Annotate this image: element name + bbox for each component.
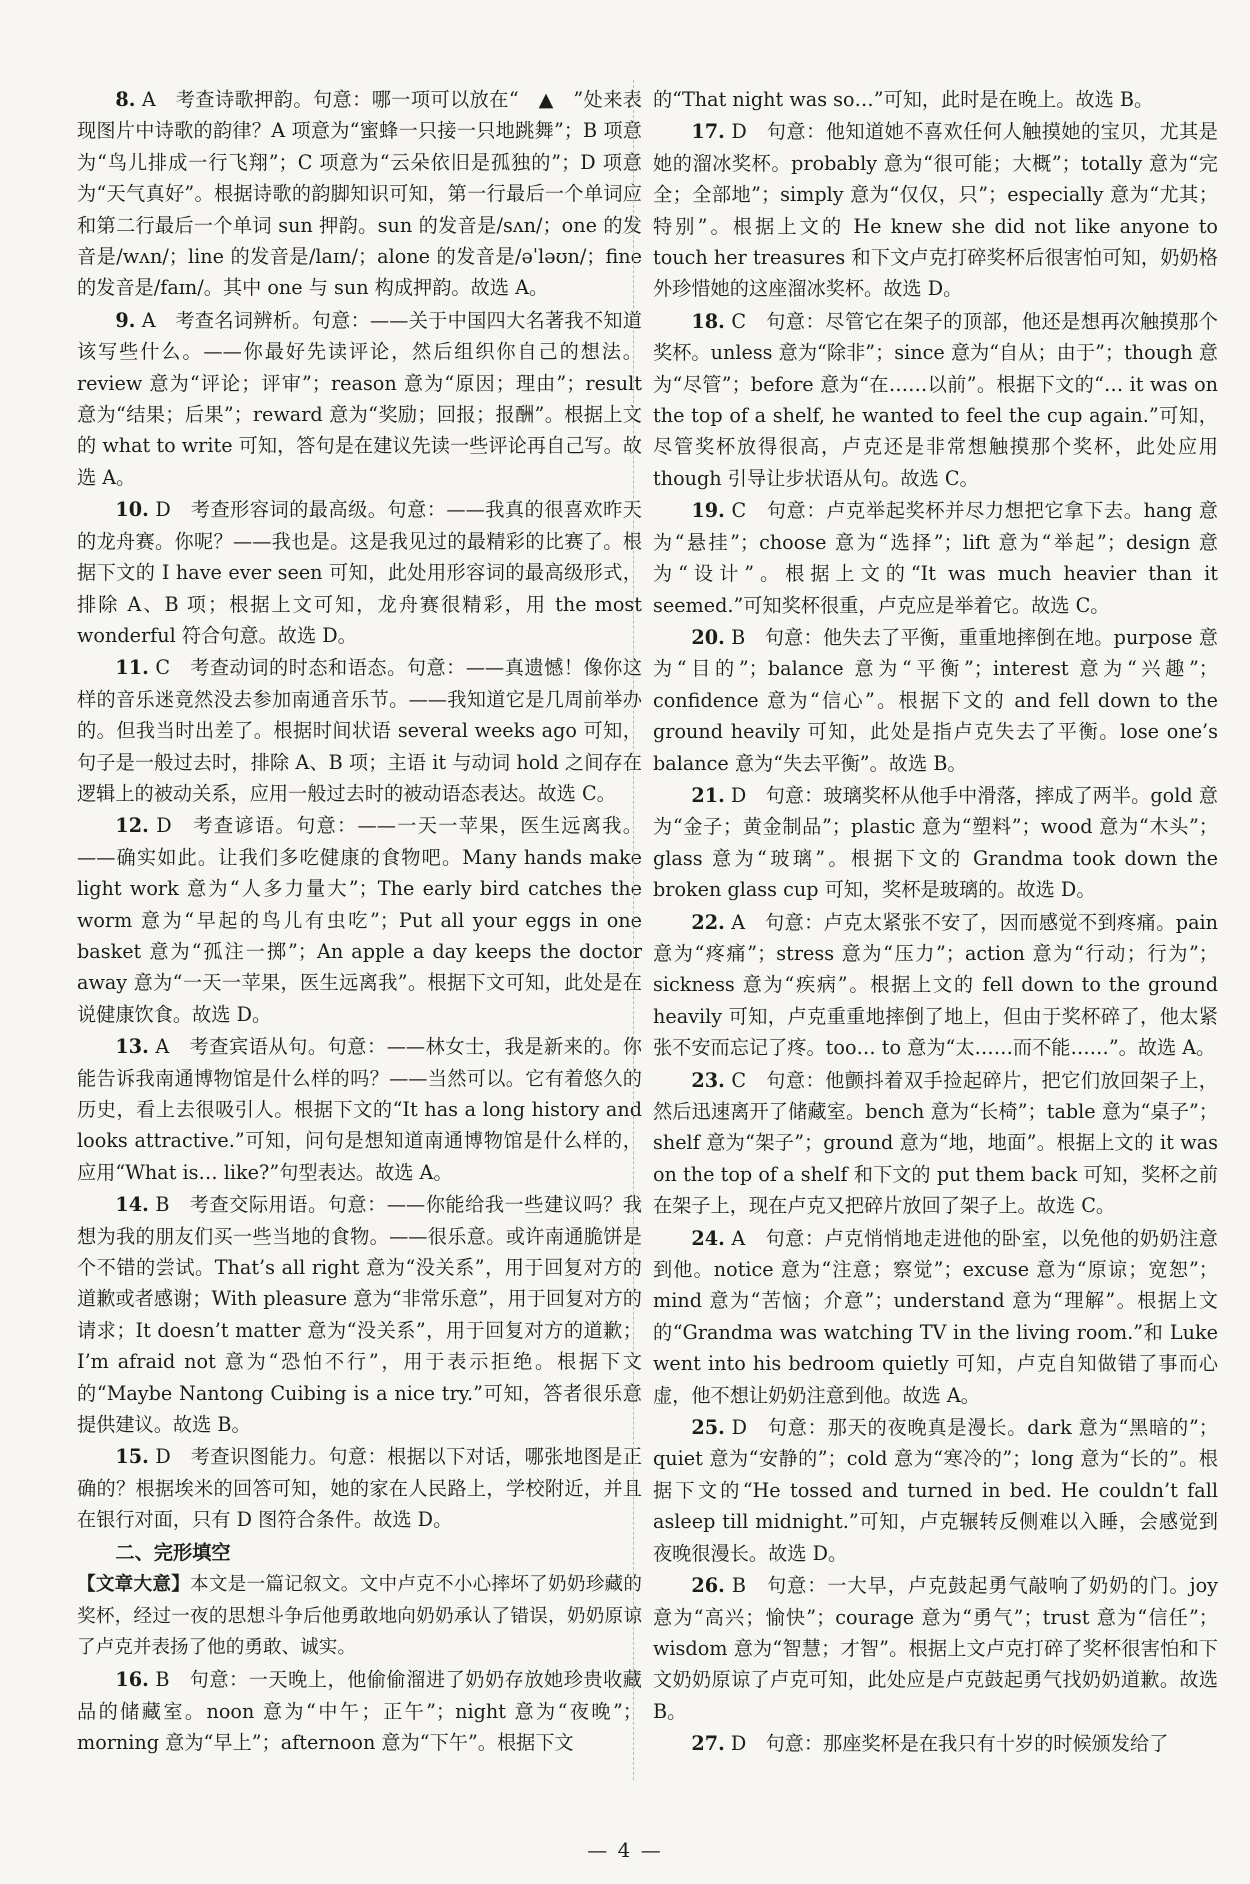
right-column [653,84,1218,1761]
answer-item: 16. B 句意：一天晚上，他偷偷溜进了奶奶存放她珍贵收藏品的储藏室。noon 意为“中午；正午”；night 意为“夜晚”；morning 意为“早上”；afternoon 意为“下午”。根据下文 [77,1668,642,1755]
answer-item: 12. D 考查谚语。句意：——一天一苹果，医生远离我。——确实如此。让我们多吃健康的食物吧。Many hands make light work 意为“人多力量大”；The early bird catches the worm 意为“早起的鸟儿有虫吃”；Put all your eggs in one basket 意为“孤注一掷”；An apple a day keeps the doctor away 意为“一天一苹果，医生远离我”。根据下文可知，此处是在说健康饮食。故选 D。 [77,814,642,1026]
answer-item: 25. D 句意：那天的夜晚真是漫长。dark 意为“黑暗的”；quiet 意为“安静的”；cold 意为“寒冷的”；long 意为“长的”。根据下文的“He tossed and turned in bed. He couldn’t fall asleep till midnight.”可知，卢克辗转反侧难以入睡，会感觉到夜晚很漫长。故选 D。 [653,1416,1218,1565]
answer-item: 10. D 考查形容词的最高级。句意：——我真的很喜欢昨天的龙舟赛。你呢？——我也是。这是我见过的最精彩的比赛了。根据下文的 I have ever seen 可知，此处用形容词的最高级形式，排除 A、B 项；根据上文可知，龙舟赛很精彩，用 the most wonderful 符合句意。故选 D。 [77,498,642,647]
answer-item: 9. A 考查名词辨析。句意：——关于中国四大名著我不知道该写些什么。——你最好先读评论，然后组织你自己的想法。review 意为“评论；评审”；reason 意为“原因；理由”；result 意为“结果；后果”；reward 意为“奖励；回报；报酬”。根据上文的 what to write 可知，答句是在建议先读一些评论再自己写。故选 A。 [77,308,642,489]
answer-item: 8. A 考查诗歌押韵。句意：哪一项可以放在“ ▲ ”处来表现图片中诗歌的韵律？A 项意为“蜜蜂一只接一只地跳舞”；B 项意为“鸟儿排成一行飞翔”；C 项意为“云朵依旧是孤独的”；D 项意为“天气真好”。根据诗歌的韵脚知识可知，第一行最后一个单词应和第二行最后一个单词 sun 押韵。sun 的发音是/sʌn/；one 的发音是/wʌn/；line 的发音是/laɪn/；alone 的发音是/əˈləʊn/；fine 的发音是/faɪn/。其中 one 与 sun 构成押韵。故选 A。 [77,88,642,300]
answer-item: 23. C 句意：他颤抖着双手捡起碎片，把它们放回架子上，然后迅速离开了储藏室。bench 意为“长椅”；table 意为“桌子”；shelf 意为“架子”；ground 意为“地，地面”。根据上文的 it was on the top of a shelf 和下文的 put them back 可知，奖杯之前在架子上，现在卢克又把碎片放回了架子上。故选 C。 [653,1068,1218,1218]
answer-item: 22. A 句意：卢克太紧张不安了，因而感觉不到疼痛。pain 意为“疼痛”；stress 意为“压力”；action 意为“行动；行为”；sickness 意为“疾病”。根据上文的 fell down to the ground heavily 可知，卢克重重地摔倒了地上，但由于奖杯碎了，他太紧张不安而忘记了疼。too… to 意为“太……而不能……”。故选 A。 [653,910,1218,1060]
continuation-text: 的“That night was so…”可知，此时是在晚上。故选 B。 [653,88,1154,111]
answer-item: 18. C 句意：尽管它在架子的顶部，他还是想再次触摸那个奖杯。unless 意为“除非”；since 意为“自从；由于”；though 意为“尽管”；before 意为“在……以前”。根据下文的“… it was on the top of a shelf, he wanted to feel the cup again.”可知，尽管奖杯放得很高，卢克还是非常想触摸那个奖杯，此处应用 though 引导让步状语从句。故选 C。 [653,309,1218,490]
article-summary: 【文章大意】本文是一篇记叙文。文中卢克不小心摔坏了奶奶珍藏的奖杯，经过一夜的思想斗争后他勇敢地向奶奶承认了错误，奶奶原谅了卢克并表扬了他的勇敢、诚实。 [77,1574,642,1658]
answer-item: 17. D 句意：他知道她不喜欢任何人触摸她的宝贝，尤其是她的溜冰奖杯。probably 意为“很可能；大概”；totally 意为“完全；全部地”；simply 意为“仅仅，只”；especially 意为“尤其；特别”。根据上文的 He knew she did not like anyone to touch her treasures 和下文卢克打碎奖杯后很害怕可知，奶奶格外珍惜她的这座溜冰奖杯。故选 D。 [653,120,1218,301]
answer-item: 20. B 句意：他失去了平衡，重重地摔倒在地。purpose 意为“目的”；balance 意为“平衡”；interest 意为“兴趣”；confidence 意为“信心”。根据下文的 and fell down to the ground heavily 可知，此处是指卢克失去了平衡。lose one’s balance 意为“失去平衡”。故选 B。 [653,625,1218,775]
answer-item: 24. A 句意：卢克悄悄地走进他的卧室，以免他的奶奶注意到他。notice 意为“注意；察觉”；excuse 意为“原谅；宽恕”；mind 意为“苦恼；介意”；understand 意为“理解”。根据上文的“Grandma was watching TV in the living room.”和 Luke went into his bedroom quietly 可知，卢克自知做错了事而心虚，他不想让奶奶注意到他。故选 A。 [653,1226,1218,1407]
answer-item: 21. D 句意：玻璃奖杯从他手中滑落，摔成了两半。gold 意为“金子；黄金制品”；plastic 意为“塑料”；wood 意为“木头”；glass 意为“玻璃”。根据下文的 Grandma took down the broken glass cup 可知，奖杯是玻璃的。故选 D。 [653,783,1218,902]
answer-item: 26. B 句意：一大早，卢克鼓起勇气敲响了奶奶的门。joy 意为“高兴；愉快”；courage 意为“勇气”；trust 意为“信任”；wisdom 意为“智慧；才智”。根据上文卢克打碎了奖杯很害怕和下文奶奶原谅了卢克可知，此处应是卢克鼓起勇气找奶奶道歉。故选 B。 [653,1574,1218,1723]
answer-item: 13. A 考查宾语从句。句意：——林女士，我是新来的。你能告诉我南通博物馆是什么样的吗？——当然可以。它有着悠久的历史，看上去很吸引人。根据下文的“It has a long history and looks attractive.”可知，问句是想知道南通博物馆是什么样的，应用“What is… like?”句型表达。故选 A。 [77,1035,642,1184]
page-number: — 4 — [587,1838,663,1862]
answer-item: 14. B 考查交际用语。句意：——你能给我一些建议吗？我想为我的朋友们买一些当地的食物。——很乐意。或许南通脆饼是个不错的尝试。That’s all right 意为“没关系”，用于回复对方的道歉或者感谢；With pleasure 意为“非常乐意”，用于回复对方的请求；It doesn’t matter 意为“没关系”，用于回复对方的道歉；I’m afraid not 意为“恐怕不行”，用于表示拒绝。根据下文的“Maybe Nantong Cuibing is a nice try.”可知，答者很乐意提供建议。故选 B。 [77,1193,642,1437]
answer-item: 11. C 考查动词的时态和语态。句意：——真遗憾！像你这样的音乐迷竟然没去参加南通音乐节。——我知道它是几周前举办的。但我当时出差了。根据时间状语 several weeks ago 可知，句子是一般过去时，排除 A、B 项；主语 it 与动词 hold 之间存在逻辑上的被动关系，应用一般过去时的被动语态表达。故选 C。 [77,656,642,805]
answer-item: 27. D 句意：那座奖杯是在我只有十岁的时候颁发给了 [691,1732,1169,1756]
summary-tag: 【文章大意】 [77,1574,191,1596]
left-column [77,84,642,1760]
column-divider [633,80,634,1780]
answer-item: 19. C 句意：卢克举起奖杯并尽力想把它拿下去。hang 意为“悬挂”；choose 意为“选择”；lift 意为“举起”；design 意为“设计”。根据上文的“It was much heavier than it seemed.”可知奖杯很重，卢克应是举着它。故选 C。 [653,499,1218,617]
answer-item: 15. D 考查识图能力。句意：根据以下对话，哪张地图是正确的？根据埃米的回答可知，她的家在人民路上，学校附近，并且在银行对面，只有 D 图符合条件。故选 D。 [77,1445,642,1532]
section-title: 二、完形填空 [115,1540,231,1564]
